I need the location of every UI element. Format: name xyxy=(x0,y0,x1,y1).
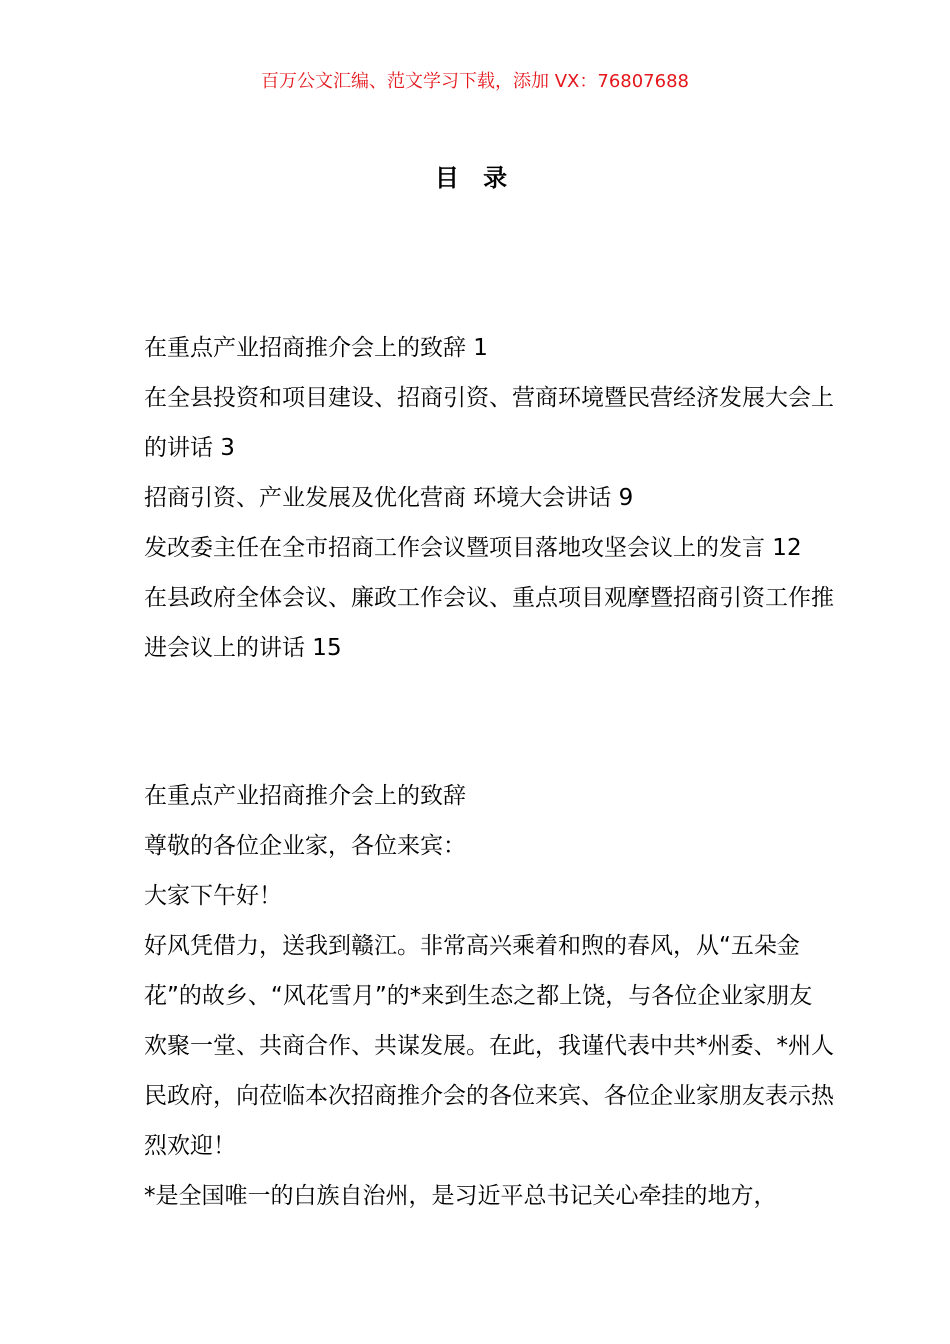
paragraph: 好风凭借力，送我到赣江。非常高兴乘着和煦的春风，从“五朵金花”的故乡、“风花雪月”的*来到生态之都上饶，与各位企业家朋友欢聚一堂、共商合作、共谋发展。在此，我谨代表中共*州委、*州人民政府，向莅临本次招商推介会的各位来宾、各位企业家朋友表示热烈欢迎！ xyxy=(144,933,834,1159)
paragraph: *是全国唯一的白族自治州，是习近平总书记关心牵挂的地方， xyxy=(144,1183,777,1209)
page-title: 目 录 xyxy=(434,164,516,192)
toc-entry[interactable]: 在全县投资和项目建设、招商引资、营商环境暨民营经济发展大会上的讲话 3 xyxy=(144,385,834,461)
salutation: 尊敬的各位企业家，各位来宾： xyxy=(144,833,466,859)
toc-entry[interactable]: 在县政府全体会议、廉政工作会议、重点项目观摩暨招商引资工作推进会议上的讲话 15 xyxy=(144,585,834,661)
speech-title: 在重点产业招商推介会上的致辞 xyxy=(144,783,466,809)
toc-entry[interactable]: 发改委主任在全市招商工作会议暨项目落地攻坚会议上的发言 12 xyxy=(144,535,802,561)
speech-body xyxy=(144,771,834,1221)
table-of-contents xyxy=(144,323,834,673)
toc-entry[interactable]: 招商引资、产业发展及优化营商 环境大会讲话 9 xyxy=(144,485,634,511)
header-contact-note: 百万公文汇编、范文学习下载，添加 VX：76807688 xyxy=(261,71,689,92)
toc-entry[interactable]: 在重点产业招商推介会上的致辞 1 xyxy=(144,335,488,361)
greeting: 大家下午好！ xyxy=(144,883,282,909)
